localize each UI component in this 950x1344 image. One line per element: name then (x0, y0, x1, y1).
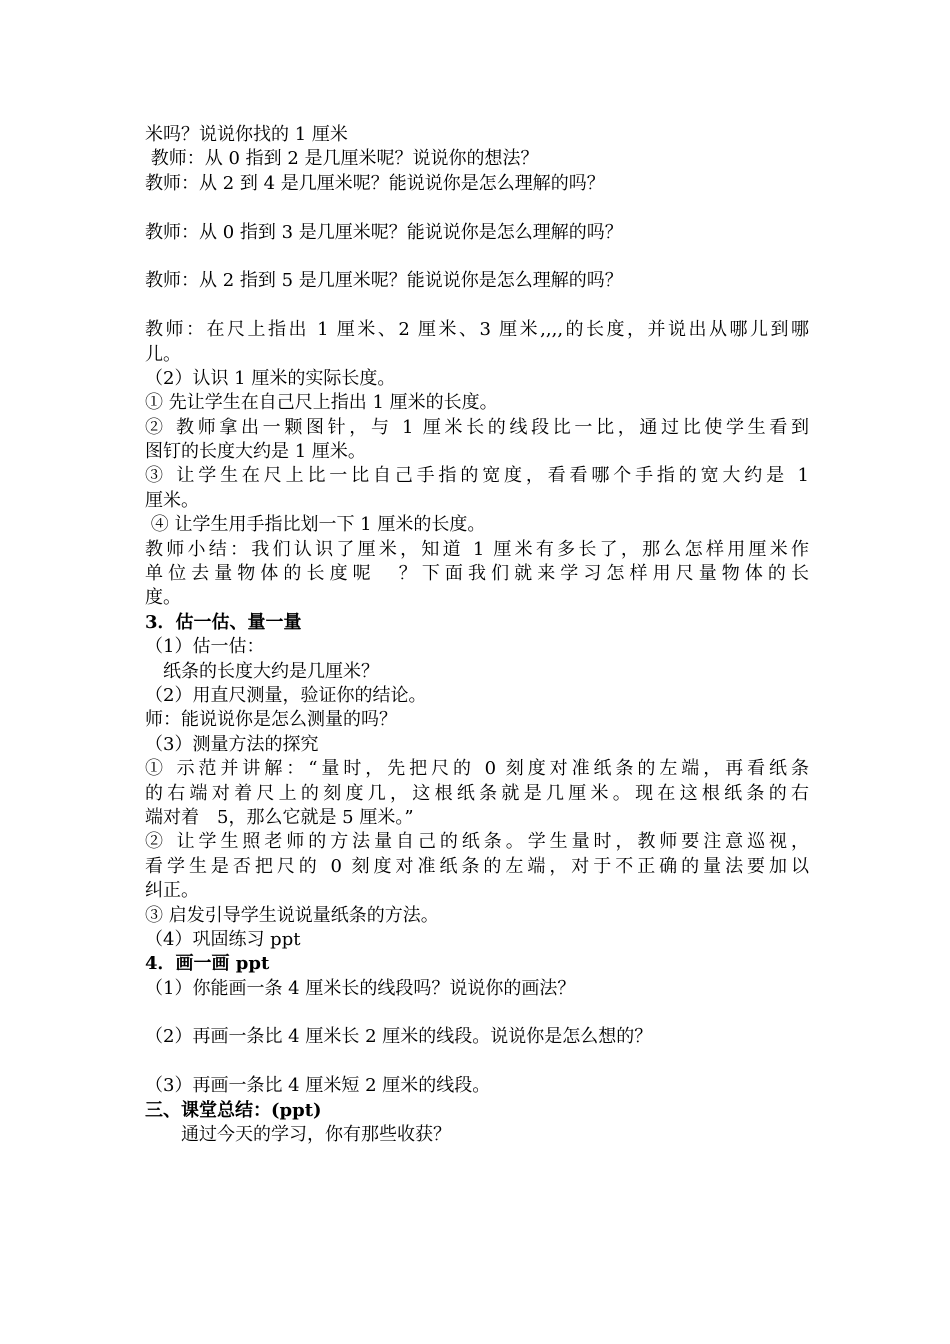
blank-line (145, 294, 809, 318)
text-line: 教师：从 0 指到 3 是几厘米呢？能说说你是怎么理解的吗？ (145, 221, 623, 243)
text-line: （4）巩固练习 ppt (145, 928, 301, 950)
section-heading: 3．估一估、量一量 (145, 611, 302, 633)
text-line: 通过今天的学习，你有那些收获？ (145, 1124, 451, 1146)
text-line: （1）估一估： (145, 636, 265, 658)
text-line: 教师：在尺上指出 1 厘米、2 厘米、3 厘米,,,,的长度，并说出从哪儿到哪 (145, 319, 809, 341)
text-line: 师：能说说你是怎么测量的吗？ (145, 709, 397, 731)
text-line: （2）用直尺测量，验证你的结论。 (145, 684, 427, 706)
text-line: 教师：从 2 到 4 是几厘米呢？能说说你是怎么理解的吗？ (145, 172, 605, 194)
text-line: 端对着 5，那么它就是 5 厘米。” (145, 806, 414, 828)
text-line: 米吗？说说你找的 1 厘米 (145, 124, 348, 145)
text-line: 教师：从 0 指到 2 是几厘米呢？说说你的想法？ (145, 148, 539, 170)
text-line: ① 先让学生在自己尺上指出 1 厘米的长度。 (145, 392, 498, 414)
text-line: 看学生是否把尺的 0 刻度对准纸条的左端，对于不正确的量法要加以 (145, 855, 809, 877)
text-line: （2）再画一条比 4 厘米长 2 厘米的线段。说说你是怎么想的？ (145, 1026, 653, 1048)
section-heading: 三、课堂总结：(ppt) (145, 1099, 322, 1121)
text-line: ② 教师拿出一颗图针，与 1 厘米长的线段比一比，通过比使学生看到 (145, 416, 809, 438)
text-line: ② 让学生照老师的方法量自己的纸条。学生量时，教师要注意巡视， (145, 831, 809, 853)
text-line: 纸条的长度大约是几厘米？ (145, 660, 379, 682)
text-line: 单位去量物体的长度呢 ？下面我们就来学习怎样用尺量物体的长 (145, 563, 809, 585)
text-line: （2）认识 1 厘米的实际长度。 (145, 367, 396, 389)
blank-line (145, 196, 809, 220)
text-line: ① 示范并讲解：“量时，先把尺的 0 刻度对准纸条的左端，再看纸条 (145, 758, 809, 780)
text-line: ③ 让学生在尺上比一比自己手指的宽度，看看哪个手指的宽大约是 1 (145, 465, 809, 487)
text-line: 厘米。 (145, 489, 199, 511)
text-line: ③ 启发引导学生说说量纸条的方法。 (145, 904, 439, 926)
blank-line (145, 1001, 809, 1025)
text-line: 度。 (145, 587, 181, 609)
text-line: 儿。 (145, 343, 181, 365)
blank-line (145, 1050, 809, 1074)
text-line: （3）测量方法的探究 (145, 733, 319, 755)
text-line: 教师小结：我们认识了厘米，知道 1 厘米有多长了，那么怎样用厘米作 (145, 538, 809, 560)
document-body (145, 123, 809, 1147)
text-line: ④ 让学生用手指比划一下 1 厘米的长度。 (145, 514, 486, 536)
text-line: 图钉的长度大约是 1 厘米。 (145, 441, 366, 463)
text-line: 教师：从 2 指到 5 是几厘米呢？能说说你是怎么理解的吗？ (145, 270, 623, 292)
text-line: 纠正。 (145, 880, 199, 902)
text-line: （3）再画一条比 4 厘米短 2 厘米的线段。 (145, 1075, 491, 1097)
text-line: 的右端对着尺上的刻度几，这根纸条就是几厘米。现在这根纸条的右 (145, 782, 809, 804)
section-heading: 4．画一画 ppt (145, 953, 270, 975)
blank-line (145, 245, 809, 269)
text-line: （1）你能画一条 4 厘米长的线段吗？说说你的画法？ (145, 977, 576, 999)
